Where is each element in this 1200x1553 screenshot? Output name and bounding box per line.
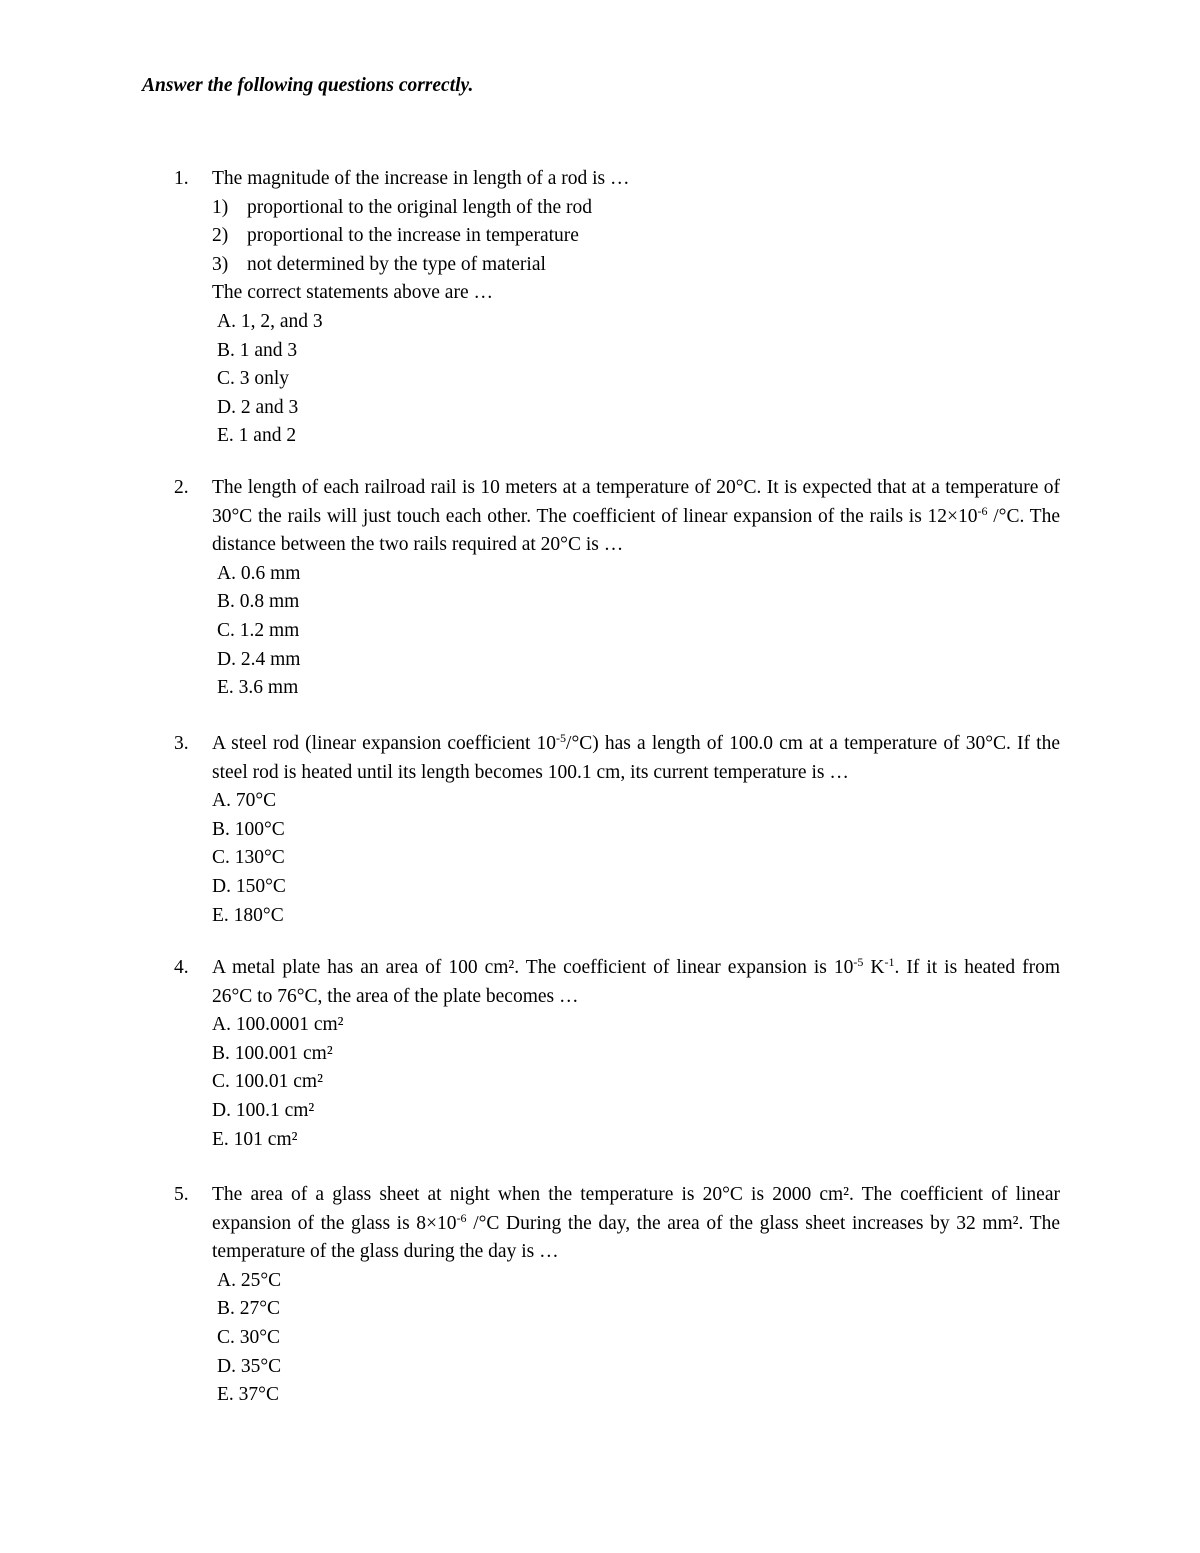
option-b: B. 100.001 cm² — [212, 1042, 333, 1064]
superscript: -5 — [556, 731, 567, 745]
superscript: -6 — [456, 1210, 467, 1225]
option-a: A. 100.0001 cm² — [212, 1014, 344, 1036]
option-a: A. 0.6 mm — [217, 562, 301, 584]
answer-options — [212, 308, 1060, 451]
question-number: 4. — [174, 957, 189, 978]
question-4 — [174, 954, 1060, 1154]
superscript: -5 — [853, 955, 864, 969]
option-e: E. 3.6 mm — [217, 677, 299, 699]
option-b: B. 100°C — [212, 818, 285, 840]
page-title: Answer the following questions correctly. — [142, 75, 474, 96]
option-e: E. 101 cm² — [212, 1128, 298, 1150]
statement-3 — [212, 251, 1060, 280]
statement-number: 3) — [212, 253, 229, 275]
statement-1 — [212, 194, 1060, 223]
option-d: D. 2 and 3 — [217, 396, 299, 418]
option-d: D. 35°C — [217, 1355, 282, 1377]
answer-options — [212, 787, 1060, 930]
statement-number: 2) — [212, 225, 229, 247]
question-text — [212, 474, 1060, 560]
question-text-part: /°C During the day, the area of the glass sheet increases by 32 mm². The temperature of the glass during the day is … — [212, 1212, 1061, 1263]
question-text — [212, 954, 1060, 1011]
superscript: -6 — [977, 503, 988, 518]
option-d: D. 2.4 mm — [217, 648, 301, 670]
option-e: E. 180°C — [212, 904, 284, 926]
question-text-part: /°C. The distance between the two rails required at 20°C is … — [212, 505, 1060, 556]
option-c: C. 30°C — [217, 1326, 281, 1348]
option-c: C. 100.01 cm² — [212, 1071, 323, 1093]
question-3 — [174, 730, 1060, 930]
answer-options — [212, 1267, 1060, 1410]
superscript: -1 — [884, 955, 895, 969]
option-c: C. 3 only — [217, 368, 290, 390]
option-b: B. 0.8 mm — [217, 591, 300, 613]
answer-options — [212, 1011, 1060, 1154]
question-number: 3. — [174, 733, 189, 754]
option-a: A. 25°C — [217, 1269, 282, 1291]
question-text-part: The area of a glass sheet at night when the temperature is 20°C is 2000 cm². The coefficient of linear expansion of the glass is 8×10 — [212, 1184, 1060, 1234]
statement-list — [212, 194, 1060, 280]
question-1 — [174, 165, 1060, 451]
question-5 — [174, 1181, 1060, 1410]
option-b: B. 1 and 3 — [217, 339, 298, 361]
question-text: The magnitude of the increase in length of a rod is … — [212, 168, 630, 189]
option-a: A. 70°C — [212, 790, 277, 812]
option-e: E. 1 and 2 — [217, 425, 297, 447]
statement-text: proportional to the original length of the rod — [247, 196, 592, 218]
question-text-part: A steel rod (linear expansion coefficient 10 — [212, 733, 557, 754]
question-text — [212, 1181, 1060, 1267]
option-b: B. 27°C — [217, 1298, 281, 1320]
option-c: C. 1.2 mm — [217, 619, 300, 641]
question-text-part: The length of each railroad rail is 10 meters at a temperature of 20°C. It is expected that at a temperature of 30°C the rails will just touch each other. The coefficient of linear expansion of the rails is 12×10 — [212, 477, 1060, 527]
option-a: A. 1, 2, and 3 — [217, 310, 323, 332]
question-text-part: /°C) has a length of 100.0 cm at a temperature of 30°C. If the steel rod is heated until its length becomes 100.1 cm, its current temperature is … — [212, 733, 1060, 783]
option-c: C. 130°C — [212, 847, 285, 869]
statement-text: proportional to the increase in temperature — [247, 225, 579, 247]
option-d: D. 100.1 cm² — [212, 1099, 315, 1121]
question-text-part: K — [863, 957, 885, 978]
question-text-part: A metal plate has an area of 100 cm². The coefficient of linear expansion is 10 — [212, 957, 854, 978]
question-number: 2. — [174, 477, 189, 498]
question-number: 5. — [174, 1184, 189, 1205]
question-prompt: The correct statements above are … — [212, 282, 493, 304]
option-e: E. 37°C — [217, 1384, 279, 1406]
question-text-part: . If it is heated from 26°C to 76°C, the area of the plate becomes … — [212, 957, 1060, 1007]
statement-2 — [212, 222, 1060, 251]
question-text — [212, 730, 1060, 787]
question-number: 1. — [174, 168, 189, 189]
statement-text: not determined by the type of material — [247, 253, 546, 275]
answer-options — [212, 560, 1060, 703]
option-d: D. 150°C — [212, 875, 286, 897]
question-2 — [174, 474, 1060, 703]
statement-number: 1) — [212, 196, 229, 218]
